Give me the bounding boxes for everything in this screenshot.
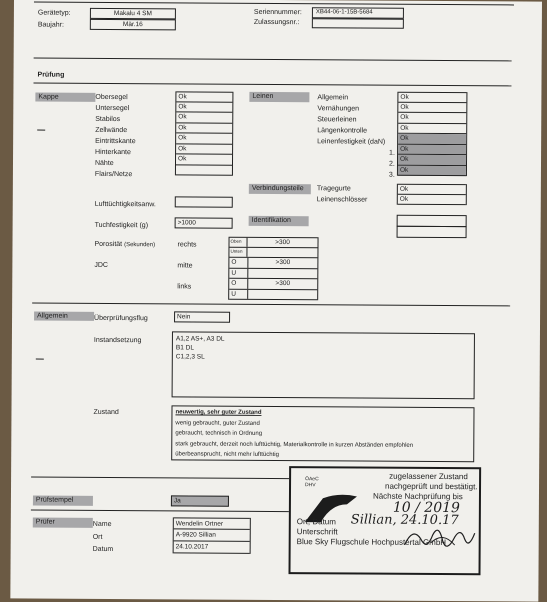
allgemein-dash (36, 359, 44, 360)
next-check-handwritten: 10 / 2019 (392, 499, 461, 517)
stamp-line1: zugelassener Zustand (389, 471, 468, 482)
verbindungsteile-label: Verbindungsteile (251, 184, 304, 193)
tragegurte-label: Tragegurte (316, 185, 351, 193)
u-label: Unten (229, 247, 247, 257)
inspection-stamp (288, 466, 481, 575)
stamp-logo-line2: DHV (305, 482, 316, 489)
kappe-item-label: Untersegel (95, 104, 130, 113)
instandsetzung-box (172, 331, 475, 399)
kappe-item-label: Zellwände (95, 126, 128, 135)
datum-value: 24.10.2017 (174, 541, 250, 553)
leinen-num: 1. (389, 149, 395, 157)
zustand-option: überbeansprucht, nicht mehr lufttüchtig (175, 451, 279, 459)
kappe-label: Kappe (38, 93, 59, 101)
leinen-value-cell: Ok (398, 102, 466, 113)
kappe-dash (37, 130, 45, 131)
seriennummer-field: XB44-06-1-15B-5684 (312, 7, 404, 19)
rule-1 (34, 58, 512, 62)
instandsetzung-line: A1,2 AS+, A3 DL (175, 335, 225, 343)
name-label: Name (92, 520, 112, 528)
inspection-sheet (10, 0, 542, 602)
leinenschloesser-label: Leinenschlösser (316, 196, 368, 204)
unterschrift-label: Unterschrift (296, 527, 338, 537)
kappe-value-cell: Ok (176, 154, 232, 165)
porositaet-row (229, 268, 317, 279)
ort-datum-handwritten: Sillian, 24.10.17 (350, 512, 459, 529)
stamp-line2: nachgeprüft und bestätigt. (385, 481, 478, 492)
zustand-box (171, 405, 474, 462)
leinen-value-cell: Ok (398, 123, 466, 134)
lufttuechtigkeit-label: Lufttüchtigkeitsanw. (94, 200, 156, 209)
o-value: >300 (275, 258, 291, 267)
porositaet-unit: (Sekunden) (124, 242, 156, 249)
o-label: O (229, 279, 248, 289)
kappe-value-cell: Ok (176, 144, 232, 155)
u-label: U (229, 289, 248, 299)
o-label: O (229, 258, 248, 268)
instandsetzung-label: Instandsetzung (93, 336, 142, 345)
allgemein-label: Allgemein (37, 312, 68, 320)
signature-scribble (403, 525, 477, 553)
kappe-values (175, 91, 234, 175)
zulassungsnr-label: Zulassungsnr.: (253, 18, 300, 27)
o-value: >300 (275, 279, 291, 288)
kappe-value-cell: Ok (176, 133, 232, 144)
leinen-value-cell: Ok (398, 134, 466, 145)
porositaet-row (229, 279, 317, 290)
leinen-num: 3. (388, 171, 395, 179)
leinen-label: Leinen (252, 92, 274, 100)
tuchfestigkeit-label: Tuchfestigkeit (g) (94, 221, 149, 230)
baujahr-label: Baujahr: (37, 21, 64, 29)
instandsetzung-line: C1,2,3 SL (175, 353, 205, 361)
kappe-value-cell: Ok (176, 123, 232, 134)
baujahr-field: Mär.16 (90, 19, 176, 31)
u-value (248, 289, 317, 299)
rule-2 (33, 83, 511, 87)
pruefstempel-label: Prüfstempel (35, 496, 74, 504)
porositaet-row (229, 247, 317, 258)
u-value (248, 268, 317, 278)
porositaet-label: Porosität (Sekunden) (94, 240, 156, 249)
u-value (247, 247, 317, 257)
identifikation-field-2 (397, 226, 467, 238)
leinen-num: 2. (388, 160, 395, 168)
kappe-value-cell (176, 165, 232, 176)
leinen-value-cell: Ok (398, 155, 466, 166)
zulassungsnr-field (312, 18, 404, 29)
ort-value: A-9920 Sillian (174, 529, 250, 541)
identifikation-label: Identifikation (251, 216, 291, 225)
geraetetyp-label: Gerätetyp: (37, 9, 71, 17)
kappe-value-cell: Ok (176, 91, 232, 102)
zustand-option: gebraucht, technisch in Ordnung (175, 430, 263, 437)
leinen-item-label: Leinenfestigkeit (daN) (317, 138, 386, 146)
ueberpruefungsflug-field: Nein (174, 311, 230, 322)
leinen-item-label: Längenkontrolle (317, 127, 368, 135)
datum-label: Datum (92, 545, 114, 554)
porositaet-row (229, 258, 317, 269)
rule-5 (31, 509, 289, 512)
u-label: U (229, 268, 248, 278)
pruefstempel-field: Ja (171, 495, 229, 506)
kappe-item-label: Stabilos (95, 115, 121, 124)
leinen-value-cell: Ok (398, 92, 466, 103)
seriennummer-label: Seriennummer: (253, 8, 302, 17)
leinen-value-cell: Ok (398, 144, 466, 155)
header-top-rule (34, 2, 514, 6)
kappe-item-label: Flairs/Netze (94, 170, 133, 179)
kappe-item-label: Nähte (94, 159, 114, 167)
lufttuechtigkeit-field (175, 196, 233, 207)
kappe-item-label: Hinterkante (95, 148, 131, 157)
ort-datum-label: Ort, Datum (296, 517, 336, 527)
stamp-logo-line1: ÖAeC (305, 476, 319, 483)
instandsetzung-line: B1 DL (175, 344, 194, 352)
leinen-item-label: Steuerleinen (317, 116, 357, 124)
zustand-label: Zustand (93, 408, 119, 417)
zustand-option-selected: neuwertig, sehr guter Zustand (175, 409, 262, 416)
leinen-values (397, 92, 468, 176)
leinenschloesser-value: Ok (398, 194, 466, 205)
geraetetyp-field: Makalu 4 SM (90, 8, 176, 20)
stamp-company: Blue Sky Flugschule Hochpustertal GmbH (296, 537, 447, 548)
side-label-mitte: mitte (177, 262, 193, 270)
stamp-line3: Nächste Nachprüfung bis (372, 491, 463, 502)
zustand-option: wenig gebraucht, guter Zustand (175, 419, 260, 427)
porositaet-row (229, 237, 317, 248)
ueberpruefungsflug-label: Überprüfungsflug (94, 314, 148, 323)
kappe-value-cell: Ok (176, 102, 232, 113)
zustand-option: stark gebraucht, derzeit noch lufttüchtig, Materialkontrolle in kurzen Abständen empfohlen (175, 440, 414, 449)
jdc-label: JDC (94, 261, 109, 269)
rule-3 (32, 303, 510, 307)
ort-label: Ort (92, 533, 103, 541)
pruefung-title: Prüfung (37, 71, 65, 79)
kappe-value-cell: Ok (176, 112, 232, 123)
porositaet-row (229, 289, 317, 300)
side-label-rechts: rechts (177, 241, 197, 249)
leinen-item-label: Allgemein (317, 94, 349, 102)
o-label: Oben (229, 238, 247, 247)
tragegurte-value: Ok (398, 184, 466, 195)
side-label-links: links (177, 283, 192, 291)
rule-4 (31, 477, 289, 480)
leinen-item-label: Vernähungen (317, 105, 360, 113)
verbindungsteile-values (397, 184, 467, 205)
kappe-item-label: Obersegel (95, 93, 128, 102)
pruefer-values (173, 517, 251, 553)
leinen-value-cell: Ok (398, 113, 466, 124)
tuchfestigkeit-field: >1000 (175, 217, 233, 228)
name-value: Wendelin Ortner (174, 517, 250, 529)
porositaet-table (228, 237, 318, 301)
kappe-item-label: Eintrittskante (95, 137, 136, 146)
o-value: >300 (275, 238, 290, 247)
pruefer-label: Prüfer (35, 518, 55, 526)
leinen-value-cell: Ok (398, 165, 466, 176)
